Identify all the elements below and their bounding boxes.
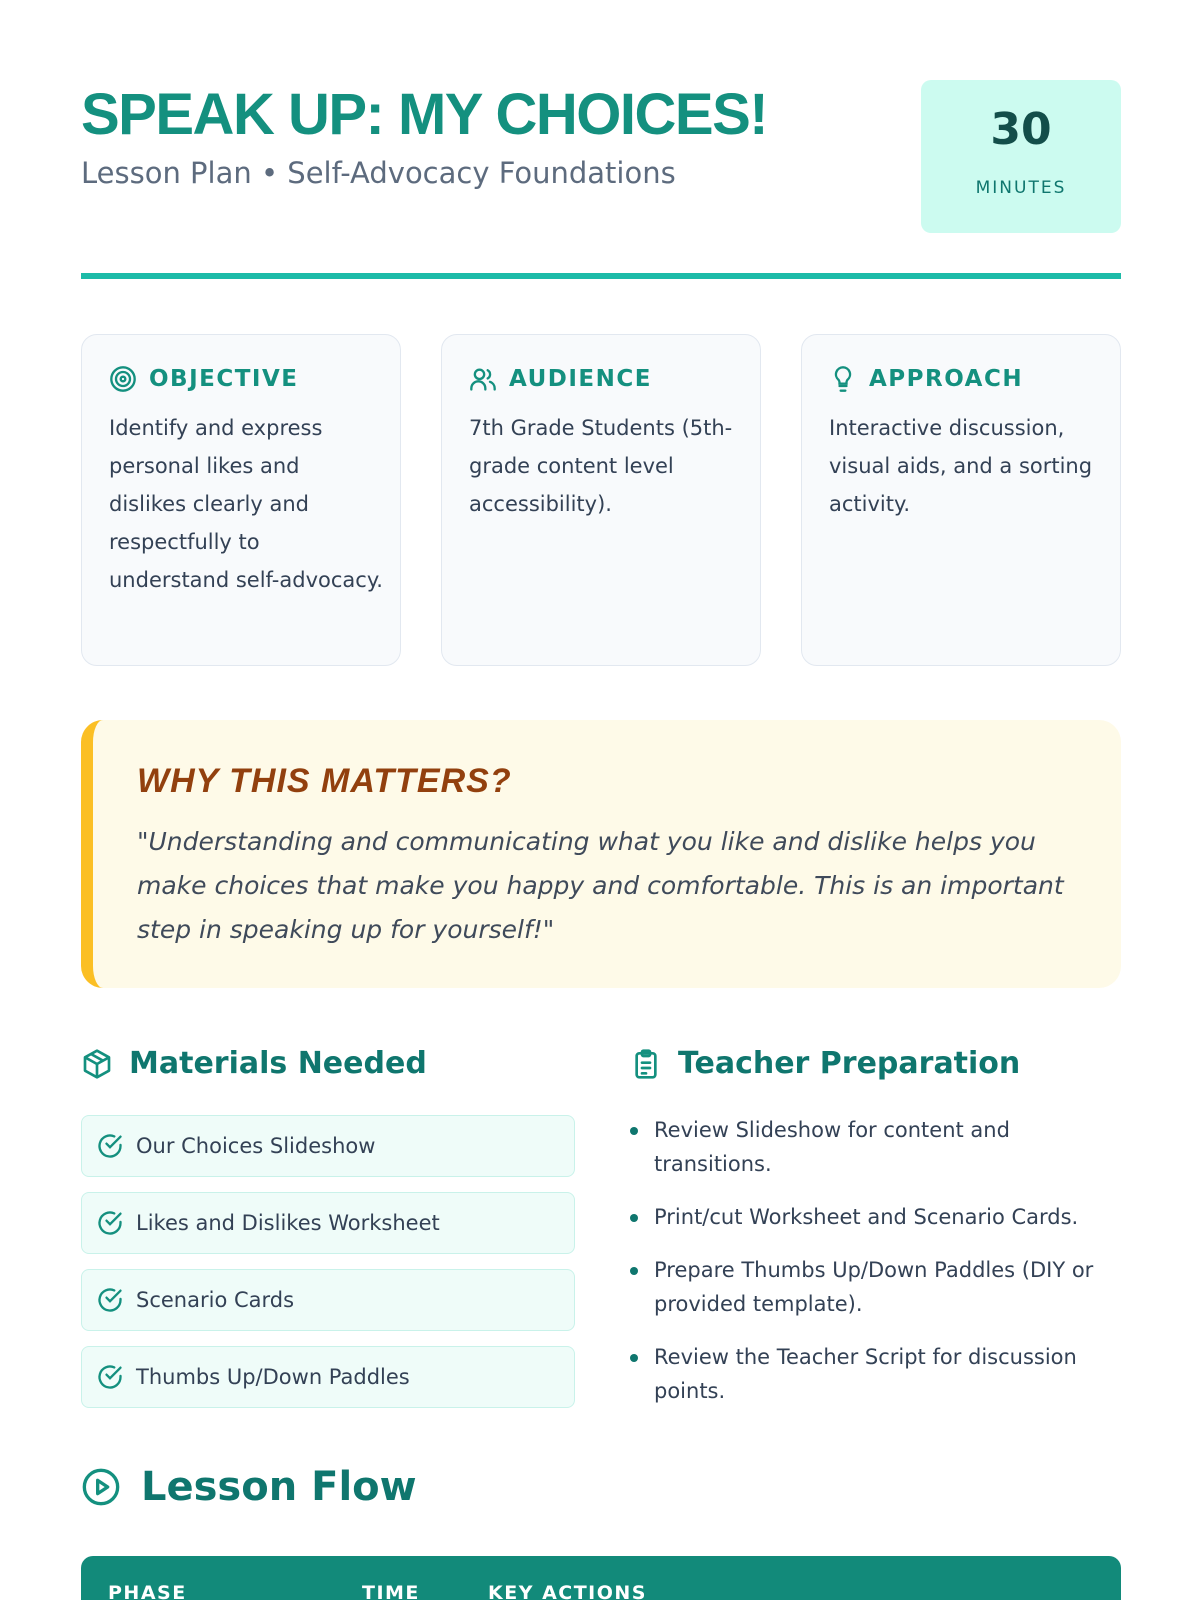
check-circle-icon <box>96 1132 124 1160</box>
column-header-phase: PHASE <box>108 1582 187 1600</box>
clipboard-icon <box>630 1048 662 1080</box>
lightbulb-icon <box>829 365 857 393</box>
page-subtitle: Lesson Plan • Self-Advocacy Foundations <box>81 156 676 190</box>
objective-card-title: OBJECTIVE <box>149 366 299 392</box>
why-quote: "Understanding and communicating what you like and dislike helps you make choices that make you happy and comfortable. This is an important step in speaking up for yourself!" <box>137 827 1064 944</box>
list-item <box>81 1269 575 1331</box>
list-item <box>81 1192 575 1254</box>
audience-card-title: AUDIENCE <box>509 366 652 392</box>
materials-list <box>81 1115 575 1423</box>
lesson-flow-title: Lesson Flow <box>141 1464 417 1510</box>
approach-card-body: Interactive discussion, visual aids, and a sorting activity. <box>829 416 1093 516</box>
page-title: SPEAK UP: MY CHOICES! <box>81 82 768 147</box>
material-label: Likes and Dislikes Worksheet <box>136 1211 440 1235</box>
lesson-header <box>81 80 1121 240</box>
approach-card <box>801 334 1121 666</box>
audience-card <box>441 334 761 666</box>
list-item: Prepare Thumbs Up/Down Paddles (DIY or provided template). <box>630 1253 1120 1321</box>
list-item <box>81 1346 575 1408</box>
prep-section-header <box>630 1046 1020 1081</box>
materials-section-header <box>81 1046 427 1081</box>
duration-value: 30 <box>990 104 1052 155</box>
objective-card-body: Identify and express personal likes and dislikes clearly and respectfully to understand self-advocacy. <box>109 416 383 592</box>
material-label: Scenario Cards <box>136 1288 295 1312</box>
duration-unit: MINUTES <box>975 178 1067 198</box>
lesson-flow-table-header <box>81 1556 1121 1600</box>
duration-badge <box>921 80 1121 233</box>
check-circle-icon <box>96 1363 124 1391</box>
column-header-time: TIME <box>362 1582 420 1600</box>
audience-card-body: 7th Grade Students (5th-grade content level accessibility). <box>469 416 733 516</box>
materials-title: Materials Needed <box>129 1046 427 1081</box>
why-title: WHY THIS MATTERS? <box>137 762 512 800</box>
objective-card-header <box>109 359 299 399</box>
list-item: Review the Teacher Script for discussion points. <box>630 1340 1120 1408</box>
approach-card-title: APPROACH <box>869 366 1024 392</box>
header-divider <box>81 273 1121 279</box>
list-item <box>81 1115 575 1177</box>
approach-card-header <box>829 359 1023 399</box>
target-icon <box>109 365 137 393</box>
list-item: Review Slideshow for content and transitions. <box>630 1113 1120 1181</box>
info-cards <box>81 334 1121 666</box>
audience-card-header <box>469 359 652 399</box>
users-icon <box>469 365 497 393</box>
column-header-key-actions: KEY ACTIONS <box>488 1582 647 1600</box>
material-label: Our Choices Slideshow <box>136 1134 376 1158</box>
prep-list <box>630 1113 1120 1427</box>
package-icon <box>81 1048 113 1080</box>
lesson-flow-header <box>81 1464 417 1510</box>
why-this-matters-callout <box>81 720 1121 988</box>
material-label: Thumbs Up/Down Paddles <box>136 1365 410 1389</box>
play-circle-icon <box>81 1467 121 1507</box>
check-circle-icon <box>96 1209 124 1237</box>
list-item: Print/cut Worksheet and Scenario Cards. <box>630 1200 1120 1234</box>
check-circle-icon <box>96 1286 124 1314</box>
objective-card <box>81 334 401 666</box>
prep-title: Teacher Preparation <box>678 1046 1021 1081</box>
